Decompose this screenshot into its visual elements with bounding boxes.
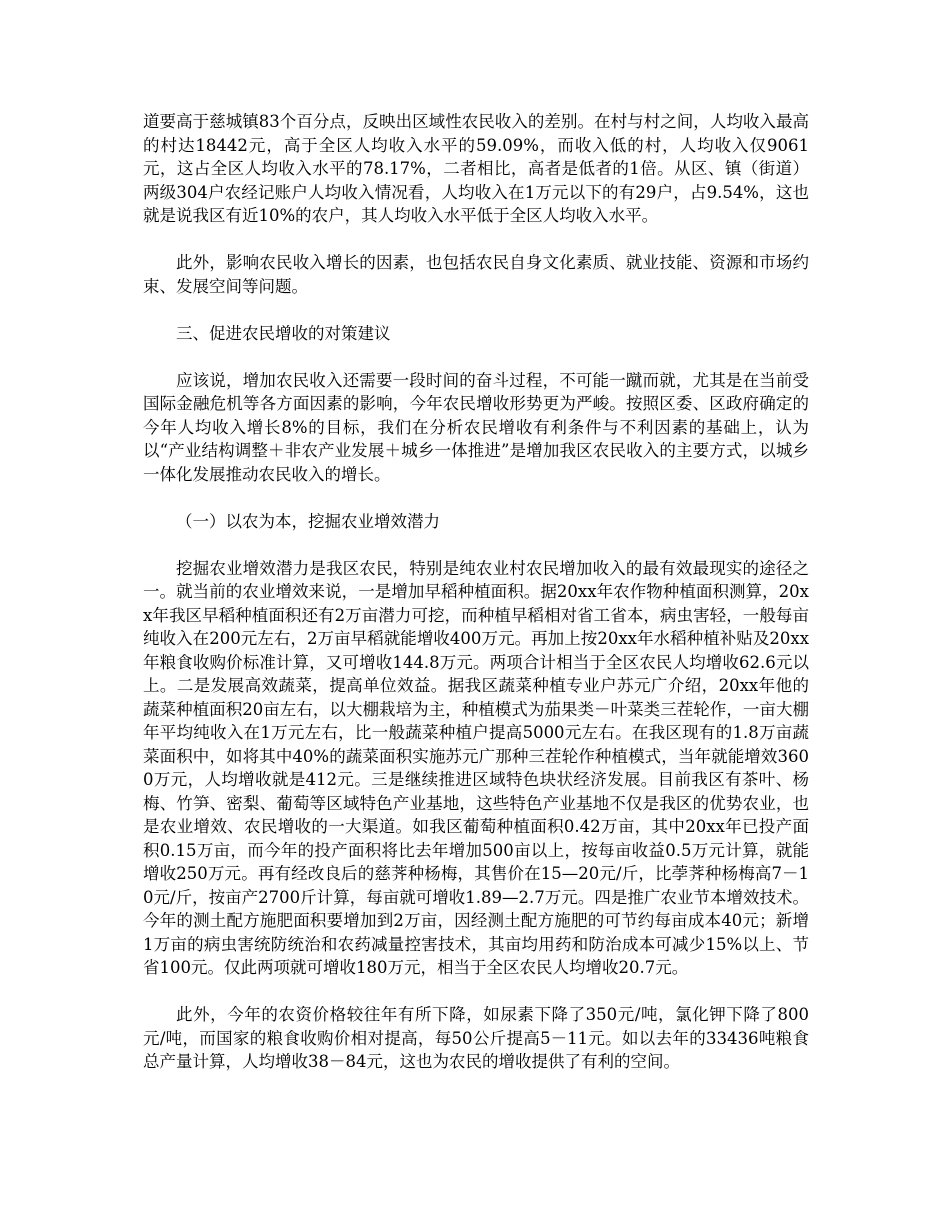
paragraph-other-factors: 此外，影响农民收入增长的因素，也包括农民自身文化素质、就业技能、资源和市场约束、发展空间等问题。 bbox=[143, 253, 809, 296]
subsection-heading-agriculture: （一）以农为本，挖掘农业增效潜力 bbox=[176, 511, 440, 531]
section-heading-countermeasures: 三、促进农民增收的对策建议 bbox=[176, 323, 391, 343]
paragraph-income-disparity: 道要高于慈城镇83个百分点，反映出区域性农民收入的差别。在村与村之间，人均收入最高的村达18442元，高于全区人均收入水平的59.09%，而收入低的村，人均收入仅9061元，这占全区人均收入水平的78.17%，二者相比，高者是低者的1倍。从区、镇（街道）两级304户农经记账户人均收入情况看，人均收入在1万元以下的有29户，占9.54%，这也就是说我区有近10%的农户，其人均收入水平低于全区人均收入水平。 bbox=[143, 112, 809, 225]
paragraph-input-prices: 此外，今年的农资价格较往年有所下降，如尿素下降了350元/吨，氯化钾下降了800元/吨，而国家的粮食收购价相对提高，每50公斤提高5－11元。如以去年的33436吨粮食总产量计算，人均增收38－84元，这也为农民的增收提供了有利的空间。 bbox=[143, 1005, 809, 1071]
document-page bbox=[143, 110, 809, 1097]
paragraph-strategy: 应该说，增加农民收入还需要一段时间的奋斗过程，不可能一蹴而就，尤其是在当前受国际金融危机等各方面因素的影响，今年农民增收形势更为严峻。按照区委、区政府确定的今年人均收入增长8%的目标，我们在分析农民增收有利条件与不利因素的基础上，认为以“产业结构调整＋非农产业发展＋城乡一体推进”是增加我区农民收入的主要方式，以城乡一体化发展推动农民收入的增长。 bbox=[143, 370, 809, 484]
paragraph-agriculture-potential: 挖掘农业增效潜力是我区农民，特别是纯农业村农民增加收入的最有效最现实的途径之一。就当前的农业增效来说，一是增加早稻种植面积。据20xx年农作物种植面积测算，20xx年我区早稻种植面积还有2万亩潜力可挖，而种植早稻相对省工省本，病虫害轻，一般每亩纯收入在200元左右，2万亩早稻就能增收400万元。再加上按20xx年水稻种植补贴及20xx年粮食收购价标准计算，又可增收144.8万元。两项合计相当于全区农民人均增收62.6元以上。二是发展高效蔬菜，提高单位效益。据我区蔬菜种植专业户苏元广介绍，20xx年他的蔬菜种植面积20亩左右，以大棚栽培为主，种植模式为茄果类－叶菜类三茬轮作，一亩大棚年平均纯收入在1万元左右，比一般蔬菜种植户提高5000元左右。在我区现有的1.8万亩蔬菜面积中，如将其中40%的蔬菜面积实施苏元广那种三茬轮作种植模式，当年就能增效3600万元，人均增收就是412元。三是继续推进区域特色块状经济发展。目前我区有茶叶、杨梅、竹笋、密梨、葡萄等区域特色产业基地，这些特色产业基地不仅是我区的优势农业，也是农业增效、农民增收的一大渠道。如我区葡萄种植面积0.42万亩，其中20xx年已投产面积0.15万亩，而今年的投产面积将比去年增加500亩以上，按每亩收益0.5万元计算，就能增收250万元。再有经改良后的慈荠种杨梅，其售价在15—20元/斤，比荸荠种杨梅高7－10元/斤，按亩产2700斤计算，每亩就可增收1.89—2.7万元。四是推广农业节本增效技术。今年的测土配方施肥面积要增加到2万亩，因经测土配方施肥的可节约每亩成本40元；新增1万亩的病虫害统防统治和农药减量控害技术，其亩均用药和防治成本可减少15%以上、节省100元。仅此两项就可增收180万元，相当于全区农民人均增收20.7元。 bbox=[143, 558, 809, 977]
